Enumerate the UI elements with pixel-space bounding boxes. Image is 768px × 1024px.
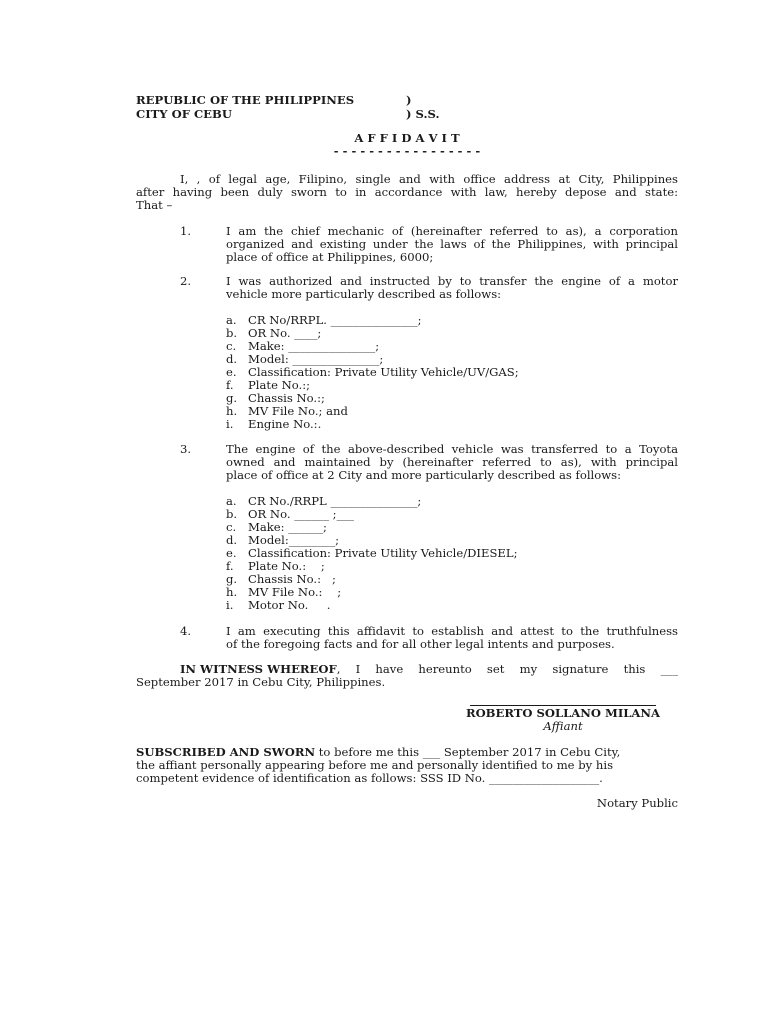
item-2-sub-text: Engine No.:. (248, 417, 322, 431)
item-3-sub-text: Motor No. . (248, 598, 331, 612)
intro-line-1: I, , of legal age, Filipino, single and with office address at City, Philippines (180, 172, 678, 186)
affiant-role: Affiant (543, 719, 583, 733)
header-city: CITY OF CEBU (136, 107, 232, 121)
item-2-number: 2. (180, 274, 192, 288)
item-3-sub-text: Make: ______; (248, 520, 327, 534)
item-3-sub-text: Chassis No.: ; (248, 572, 336, 586)
item-3-line-2: owned and maintained by (hereinafter referred to as), with principal (226, 455, 678, 469)
header-paren: ) (406, 93, 412, 107)
item-1-line-2: organized and existing under the laws of the Philippines, with principal (226, 237, 678, 251)
item-2-sub-letter: a. (226, 313, 237, 327)
item-2-sub-text: OR No. ____; (248, 326, 322, 340)
item-3-sub-letter: f. (226, 559, 234, 573)
witness-line-2: September 2017 in Cebu City, Philippines. (136, 675, 386, 689)
item-1-line-3: place of office at Philippines, 6000; (226, 250, 434, 264)
item-3-sub-letter: e. (226, 546, 237, 560)
item-2-sub-text: Plate No.:; (248, 378, 311, 392)
notary-public: Notary Public (596, 796, 678, 810)
item-2-line-2: vehicle more particularly described as follows: (226, 287, 502, 301)
item-1-number: 1. (180, 224, 192, 238)
item-2-sub-letter: b. (226, 326, 238, 340)
item-3-sub-letter: c. (226, 520, 237, 534)
title-underline: - - - - - - - - - - - - - - - - - (333, 144, 481, 158)
item-3-sub-letter: b. (226, 507, 238, 521)
item-2-sub-text: CR No/RRPL. _______________; (248, 313, 422, 327)
item-4-line-2: of the foregoing facts and for all other legal intents and purposes. (226, 637, 615, 651)
item-2-sub-text: Classification: Private Utility Vehicle/UV/GAS; (248, 365, 519, 379)
item-3-sub-letter: i. (226, 598, 234, 612)
jurat-line-3: competent evidence of identification as follows: SSS ID No. ___________________. (136, 771, 603, 785)
witness-bold: IN WITNESS WHEREOF (180, 662, 337, 676)
witness-rest: , I have hereunto set my signature this ___ (336, 662, 678, 676)
header-republic: REPUBLIC OF THE PHILIPPINES (136, 93, 355, 107)
item-2-line-1: I was authorized and instructed by to transfer the engine of a motor (226, 274, 678, 288)
jurat-bold: SUBSCRIBED AND SWORN (136, 745, 316, 759)
header-ss: ) S.S. (406, 107, 440, 121)
item-3-number: 3. (180, 442, 192, 456)
jurat-rest: to before me this ___ September 2017 in Cebu City, (315, 745, 621, 759)
item-3-sub-text: Model:________; (248, 533, 340, 547)
jurat-line-2: the affiant personally appearing before me and personally identified to me by his (136, 758, 614, 772)
item-3-sub-letter: h. (226, 585, 238, 599)
item-2-sub-text: Chassis No.:; (248, 391, 325, 405)
item-2-sub-letter: d. (226, 352, 238, 366)
item-2-sub-letter: c. (226, 339, 237, 353)
item-2-sub-text: MV File No.; and (248, 404, 348, 418)
item-2-sub-letter: g. (226, 391, 238, 405)
item-2-sub-text: Model: _______________; (248, 352, 384, 366)
affiant-name: ROBERTO SOLLANO MILANA (465, 706, 661, 720)
item-3-line-3: place of office at 2 City and more particularly described as follows: (226, 468, 622, 482)
item-2-sub-letter: e. (226, 365, 237, 379)
item-4-number: 4. (180, 624, 192, 638)
item-3-sub-text: CR No./RRPL _______________; (248, 494, 422, 508)
intro-line-3: That – (136, 198, 173, 212)
item-3-sub-text: MV File No.: ; (248, 585, 342, 599)
item-3-sub-text: OR No. ______ ;___ (248, 507, 354, 521)
document-title: A F F I D A V I T (354, 131, 460, 145)
item-4-line-1: I am executing this affidavit to establish and attest to the truthfulness (226, 624, 678, 638)
intro-line-2: after having been duly sworn to in accordance with law, hereby depose and state: (136, 185, 678, 199)
item-2-sub-letter: f. (226, 378, 234, 392)
item-3-sub-letter: d. (226, 533, 238, 547)
item-3-sub-text: Classification: Private Utility Vehicle/DIESEL; (248, 546, 518, 560)
item-3-sub-text: Plate No.: ; (248, 559, 325, 573)
item-3-sub-letter: g. (226, 572, 238, 586)
item-3-sub-letter: a. (226, 494, 237, 508)
item-3-line-1: The engine of the above-described vehicle was transferred to a Toyota (226, 442, 678, 456)
item-1-line-1: I am the chief mechanic of (hereinafter referred to as), a corporation (226, 224, 678, 238)
item-2-sub-text: Make: _______________; (248, 339, 380, 353)
item-2-sub-letter: i. (226, 417, 234, 431)
item-2-sub-letter: h. (226, 404, 238, 418)
